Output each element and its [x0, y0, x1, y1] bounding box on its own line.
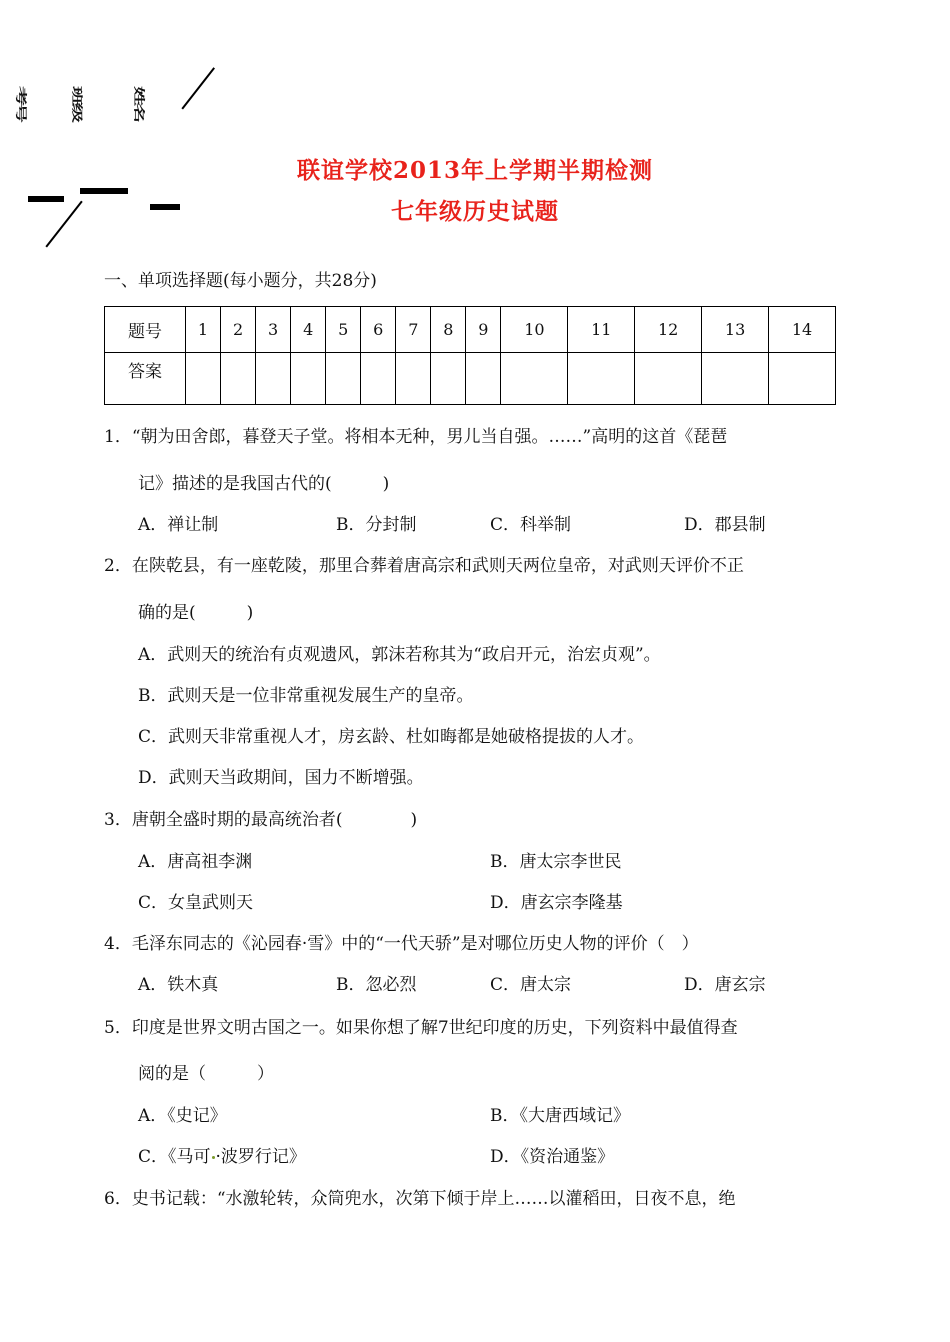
margin-label-class: 班级 — [70, 86, 84, 120]
question-number-cell: 1 — [186, 307, 221, 353]
exam-subtitle: 七年级历史试题 — [391, 198, 559, 225]
answer-cell[interactable] — [291, 353, 326, 405]
question-2-option-a: A．武则天的统治有贞观遗风，郭沫若称其为“政启开元，治宏贞观”。 — [138, 645, 661, 665]
section-heading: 一、单项选择题(每小题分，共28分) — [104, 271, 377, 291]
answer-row — [105, 353, 836, 405]
question-2-option-d: D．武则天当政期间，国力不断增强。 — [138, 768, 424, 788]
question-number-cell: 3 — [256, 307, 291, 353]
answer-cell[interactable] — [702, 353, 769, 405]
question-number-cell: 11 — [568, 307, 635, 353]
question-number-cell: 13 — [702, 307, 769, 353]
question-number-cell: 9 — [466, 307, 501, 353]
answer-cell[interactable] — [326, 353, 361, 405]
question-4-option-a: A．铁木真 — [138, 975, 219, 995]
answer-cell[interactable] — [431, 353, 466, 405]
margin-label-exam-number: 考号 — [14, 86, 28, 120]
question-number-cell: 8 — [431, 307, 466, 353]
question-number-cell: 5 — [326, 307, 361, 353]
margin-slash — [181, 67, 214, 109]
question-number-row — [105, 307, 836, 353]
question-number-cell: 14 — [769, 307, 836, 353]
question-5-option-b: B．《大唐西域记》 — [490, 1106, 630, 1126]
question-5-option-c-part2: ·波罗行记》 — [215, 1147, 306, 1167]
question-2-stem: 2．在陕乾县，有一座乾陵，那里合葬着唐高宗和武则天两位皇帝，对武则天评价不正 — [104, 556, 744, 576]
question-4-option-c: C．唐太宗 — [490, 975, 572, 995]
question-2-option-b: B．武则天是一位非常重视发展生产的皇帝。 — [138, 686, 474, 706]
question-2-option-c: C．武则天非常重视人才，房玄龄、杜如晦都是她破格提拔的人才。 — [138, 727, 645, 747]
question-5-stem: 5．印度是世界文明古国之一。如果你想了解7世纪印度的历史，下列资料中最值得查 — [104, 1018, 738, 1038]
question-4-option-d: D．唐玄宗 — [684, 975, 766, 995]
question-1-stem: 1．“朝为田舍郎，暮登天子堂。将相本无种，男儿当自强。……”高明的这首《琵琶 — [104, 427, 728, 447]
question-number-cell: 10 — [501, 307, 568, 353]
question-4-option-b: B．忽必烈 — [336, 975, 417, 995]
question-number-cell: 7 — [396, 307, 431, 353]
answer-cell[interactable] — [221, 353, 256, 405]
answer-cell[interactable] — [568, 353, 635, 405]
stray-dot — [212, 1156, 215, 1159]
question-number-cell: 2 — [221, 307, 256, 353]
answer-table — [104, 306, 836, 405]
question-1-option-a: A．禅让制 — [138, 515, 219, 535]
question-2-stem-cont: 确的是( ) — [138, 603, 254, 623]
question-5-stem-cont: 阅的是（ ） — [138, 1064, 274, 1084]
question-1-option-d: D．郡县制 — [684, 515, 766, 535]
margin-label-name: 姓名 — [132, 86, 146, 120]
question-number-cell: 12 — [635, 307, 702, 353]
answer-cell[interactable] — [396, 353, 431, 405]
question-3-option-c: C．女皇武则天 — [138, 893, 254, 913]
question-5-option-c — [138, 1142, 306, 1167]
answer-cell[interactable] — [256, 353, 291, 405]
question-4-stem: 4．毛泽东同志的《沁园春·雪》中的“一代天骄”是对哪位历史人物的评价（ ） — [104, 934, 699, 954]
question-5-option-d: D．《资治通鉴》 — [490, 1147, 615, 1167]
question-5-option-c-part1: C．《马可 — [138, 1147, 211, 1167]
answer-cell[interactable] — [466, 353, 501, 405]
question-1-stem-cont: 记》描述的是我国古代的( ) — [138, 474, 390, 494]
answer-cell[interactable] — [501, 353, 568, 405]
answer-cell[interactable] — [769, 353, 836, 405]
question-3-stem: 3．唐朝全盛时期的最高统治者( ) — [104, 810, 418, 830]
answer-cell[interactable] — [186, 353, 221, 405]
exam-title: 联谊学校2013年上学期半期检测 — [296, 157, 653, 184]
question-3-option-b: B．唐太宗李世民 — [490, 852, 622, 872]
question-1-option-b: B．分封制 — [336, 515, 417, 535]
answer-cell[interactable] — [361, 353, 396, 405]
question-5-option-a: A．《史记》 — [138, 1106, 227, 1126]
question-1-option-c: C．科举制 — [490, 515, 572, 535]
question-6-stem: 6．史书记载：“水激轮转，众筒兜水，次第下倾于岸上……以灌稻田，日夜不息，绝 — [104, 1189, 736, 1209]
question-number-cell: 6 — [361, 307, 396, 353]
question-3-option-d: D．唐玄宗李隆基 — [490, 893, 623, 913]
row-label: 答案 — [105, 353, 186, 405]
question-number-cell: 4 — [291, 307, 326, 353]
answer-cell[interactable] — [635, 353, 702, 405]
question-3-option-a: A．唐高祖李渊 — [138, 852, 253, 872]
row-label: 题号 — [105, 307, 186, 353]
